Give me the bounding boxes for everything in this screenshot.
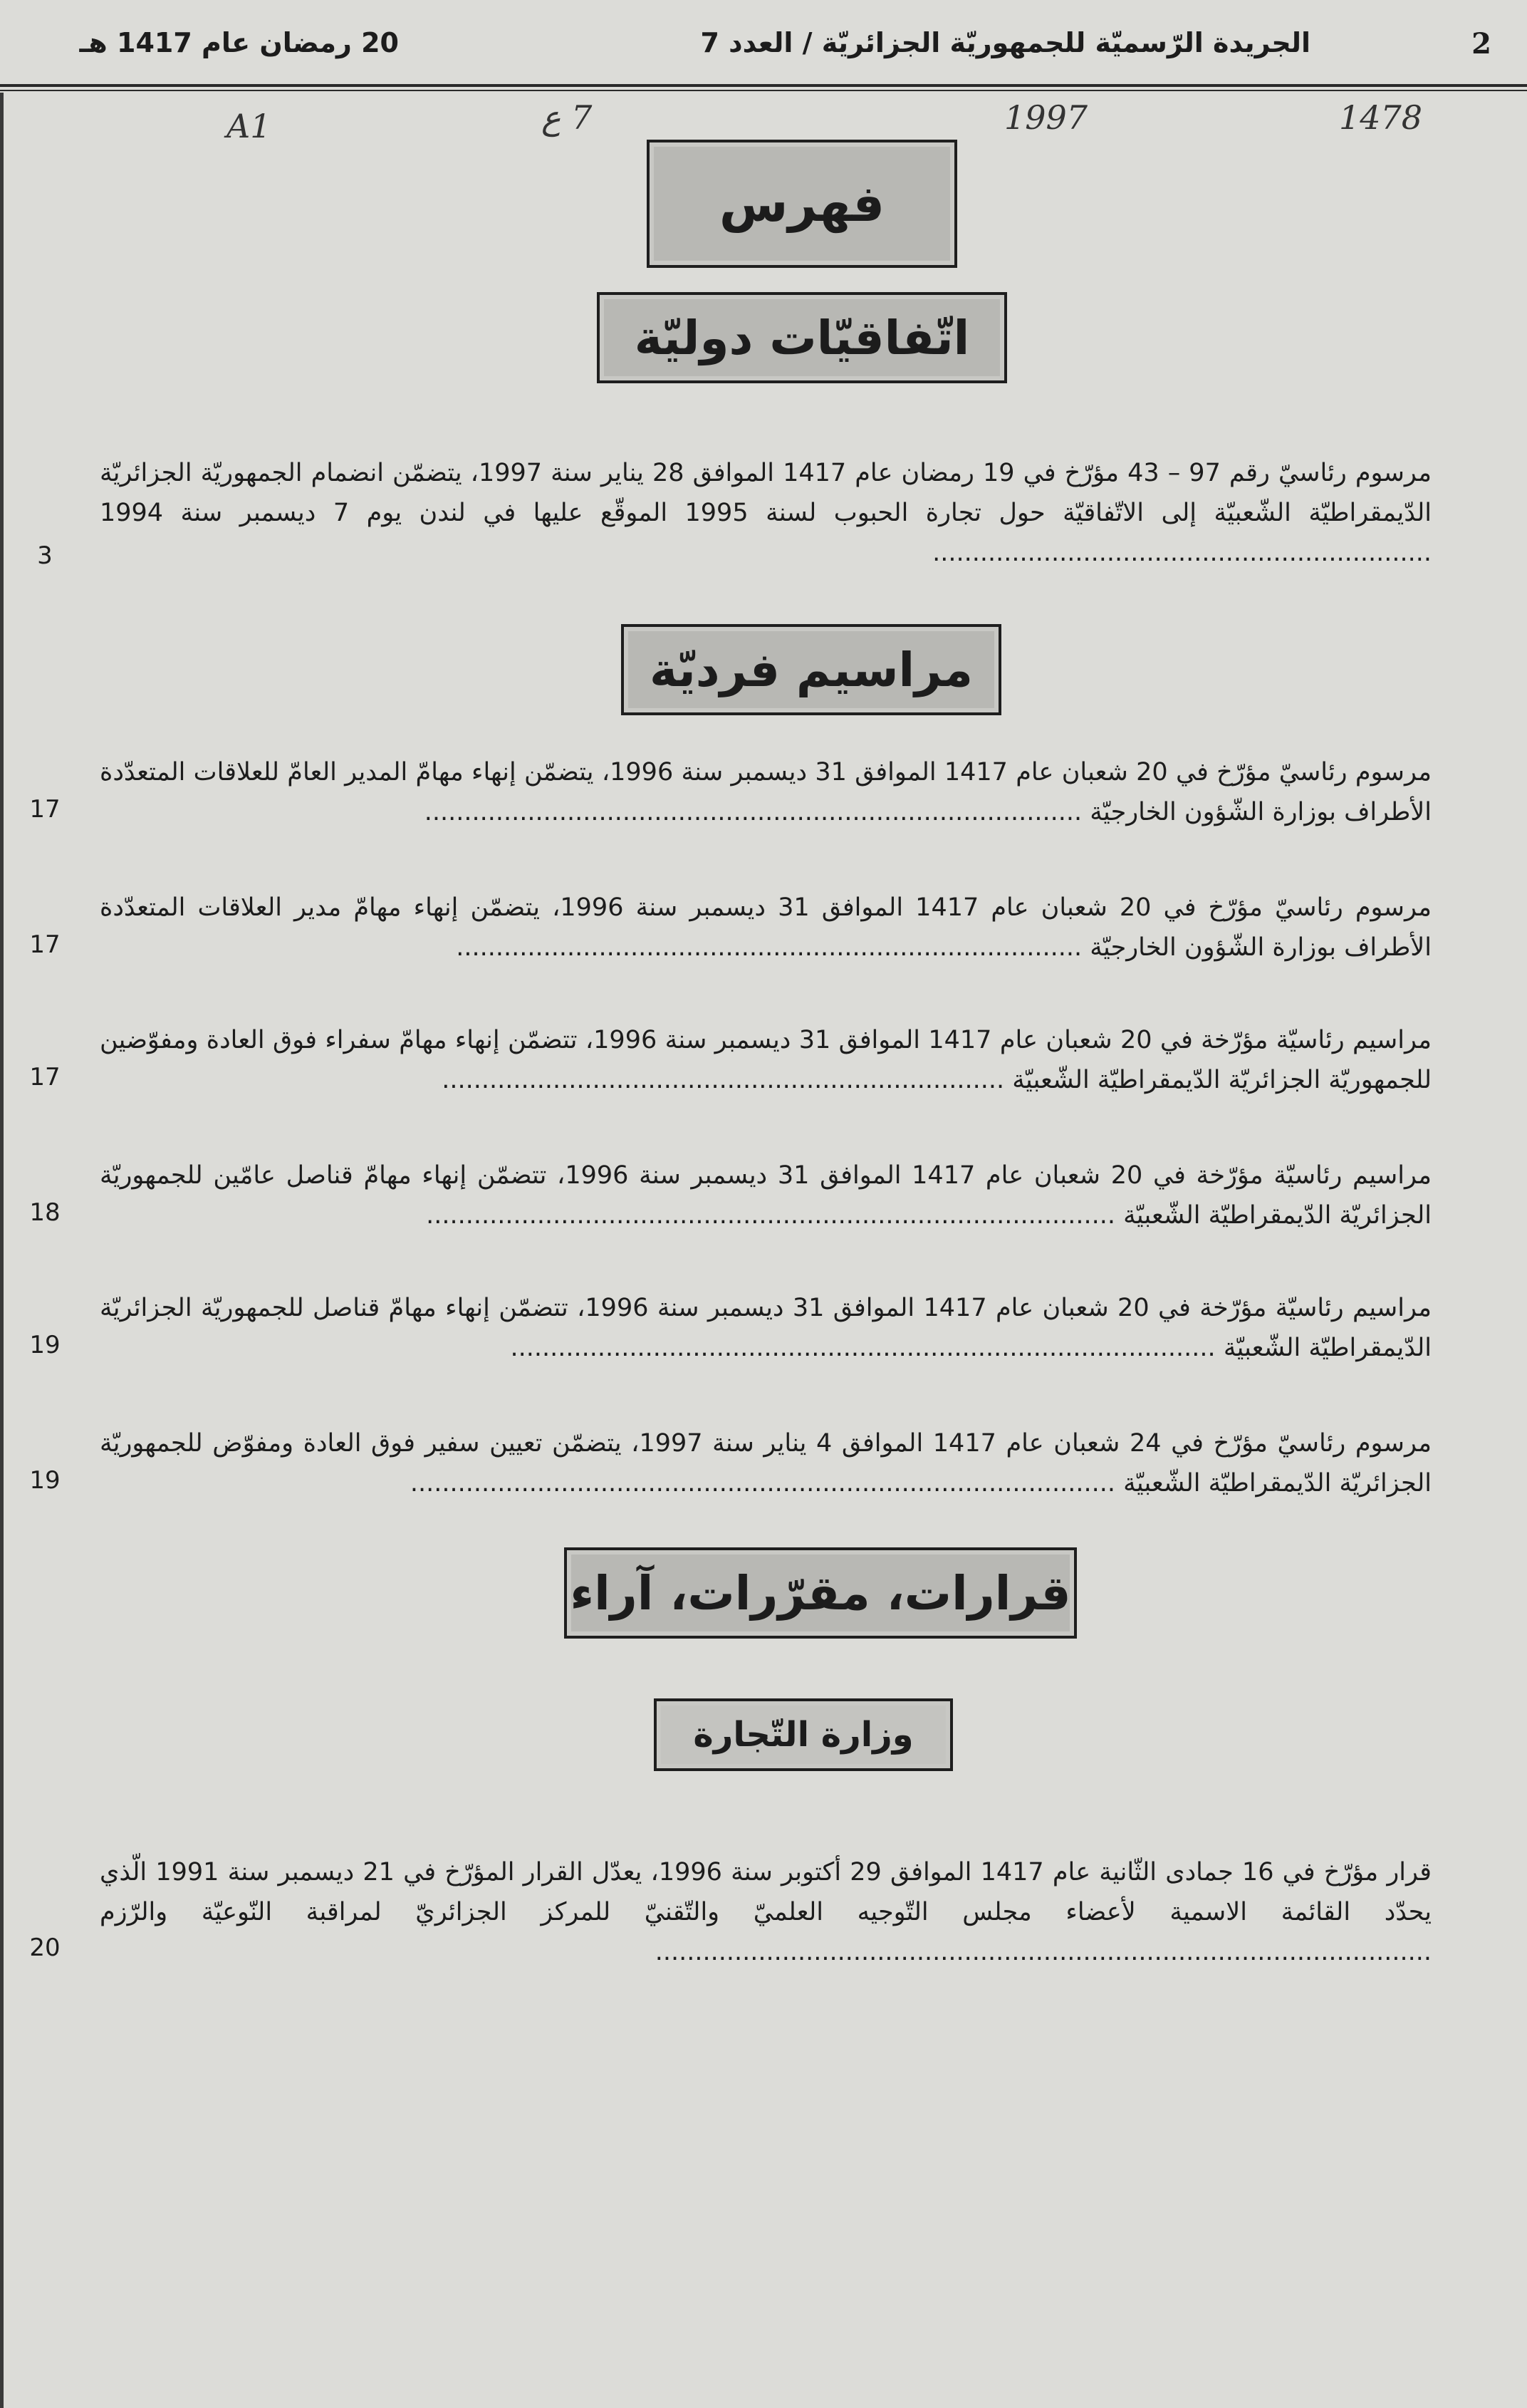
index-entry <box>100 1020 1432 1100</box>
section-heading-international-agreements: اتّفاقيّات دوليّة <box>597 292 1007 383</box>
index-entry <box>100 1156 1432 1235</box>
index-entry <box>100 1852 1432 1972</box>
entry-text: مراسيم رئاسيّة مؤرّخة في 20 شعبان عام 1417 الموافق 31 ديسمبر سنة 1996، تتضمّن إنهاء مهامّ قناصل للجمهوريّة الجزائريّة الدّيمقراطيّة الشّعبيّة <box>100 1294 1432 1362</box>
gazette-title: الجريدة الرّسميّة للجمهوريّة الجزائريّة / العدد 7 <box>700 27 1310 58</box>
entry-text: مرسوم رئاسيّ مؤرّخ في 20 شعبان عام 1417 الموافق 31 ديسمبر سنة 1996، يتضمّن إنهاء مهامّ مدير العلاقات المتعدّدة الأطراف بوزارة الشّؤون الخارجيّة <box>100 893 1432 962</box>
index-entry <box>100 752 1432 832</box>
entry-page-number: 17 <box>29 1063 61 1091</box>
entry-text: مرسوم رئاسيّ مؤرّخ في 20 شعبان عام 1417 الموافق 31 ديسمبر سنة 1996، يتضمّن إنهاء مهامّ المدير العامّ للعلاقات المتعدّدة الأطراف بوزارة الشّؤون الخارجيّة <box>100 758 1432 826</box>
section-heading-decisions: قرارات، مقرّرات، آراء <box>564 1547 1077 1639</box>
entry-page-number: 3 <box>37 541 53 570</box>
leader-dots: ............................................................................... <box>456 933 1083 962</box>
page-header <box>0 20 1527 77</box>
entry-text: مرسوم رئاسيّ رقم 97 – 43 مؤرّخ في 19 رمضان عام 1417 الموافق 28 يناير سنة 1997، يتضمّن انضمام الجمهوريّة الجزائريّة الدّيمقراطيّة الشّعبيّة إلى الاتّفاقيّة حول تجارة الحبوب لسنة 1995 الموقّع عليها في لندن يوم 7 ديسمبر سنة 1994 <box>100 459 1432 527</box>
index-title: فهرس <box>647 140 957 268</box>
entry-text: قرار مؤرّخ في 16 جمادى الثّانية عام 1417 الموافق 29 أكتوبر سنة 1996، يعدّل القرار المؤرّخ في 21 ديسمبر سنة 1991 الّذي يحدّد القائمة الاسمية لأعضاء مجلس التّوجيه العلميّ والتّقنيّ للمركز الجزائريّ لمراقبة النّوعيّة والرّزم <box>100 1858 1432 1926</box>
entry-text: مرسوم رئاسيّ مؤرّخ في 24 شعبان عام 1417 الموافق 4 يناير سنة 1997، يتضمّن تعيين سفير فوق العادة ومفوّض للجمهوريّة الجزائريّة الدّيمقراطيّة الشّعبيّة <box>100 1429 1432 1498</box>
section-heading-individual-decrees: مراسيم فرديّة <box>621 624 1001 715</box>
entry-page-number: 18 <box>29 1198 61 1227</box>
page-number: 2 <box>1471 27 1491 61</box>
entry-page-number: 19 <box>29 1466 61 1495</box>
leader-dots: ......................................................................................... <box>510 1334 1216 1362</box>
entry-page-number: 19 <box>29 1331 61 1359</box>
entry-text: مراسيم رئاسيّة مؤرّخة في 20 شعبان عام 1417 الموافق 31 ديسمبر سنة 1996، تتضمّن إنهاء مهامّ قناصل عامّين للجمهوريّة الجزائريّة الدّيمقراطيّة الشّعبيّة <box>100 1161 1432 1230</box>
ministry-heading: وزارة التّجارة <box>654 1698 953 1771</box>
index-entry <box>100 1288 1432 1368</box>
entry-page-number: 20 <box>29 1934 61 1962</box>
leader-dots: ....................................................................................... <box>426 1201 1115 1230</box>
entry-page-number: 17 <box>29 930 61 959</box>
header-rule <box>0 84 1527 87</box>
leader-dots: .................................................................................................. <box>655 1938 1432 1966</box>
handwritten-note-year: 1997 <box>1004 98 1088 137</box>
handwritten-note-code: A1 <box>226 107 271 145</box>
handwritten-note-issue: 7 ع <box>541 98 593 137</box>
leader-dots: ............................................................... <box>932 539 1432 567</box>
header-rule-thin <box>0 90 1527 91</box>
issue-date: 20 رمضان عام 1417 هـ <box>79 27 399 58</box>
entry-page-number: 17 <box>29 795 61 824</box>
leader-dots: ......................................................................................... <box>410 1469 1115 1498</box>
leader-dots: ................................................................................... <box>424 798 1083 826</box>
index-entry <box>100 888 1432 967</box>
handwritten-note-number: 1478 <box>1339 98 1423 137</box>
entry-text: مراسيم رئاسيّة مؤرّخة في 20 شعبان عام 1417 الموافق 31 ديسمبر سنة 1996، تتضمّن إنهاء مهامّ سفراء فوق العادة ومفوّضين للجمهوريّة الجزائريّة الدّيمقراطيّة الشّعبيّة <box>100 1026 1432 1094</box>
index-entry <box>100 1423 1432 1503</box>
index-entry <box>100 453 1432 573</box>
leader-dots: ....................................................................... <box>442 1066 1005 1094</box>
left-border <box>0 93 4 2408</box>
